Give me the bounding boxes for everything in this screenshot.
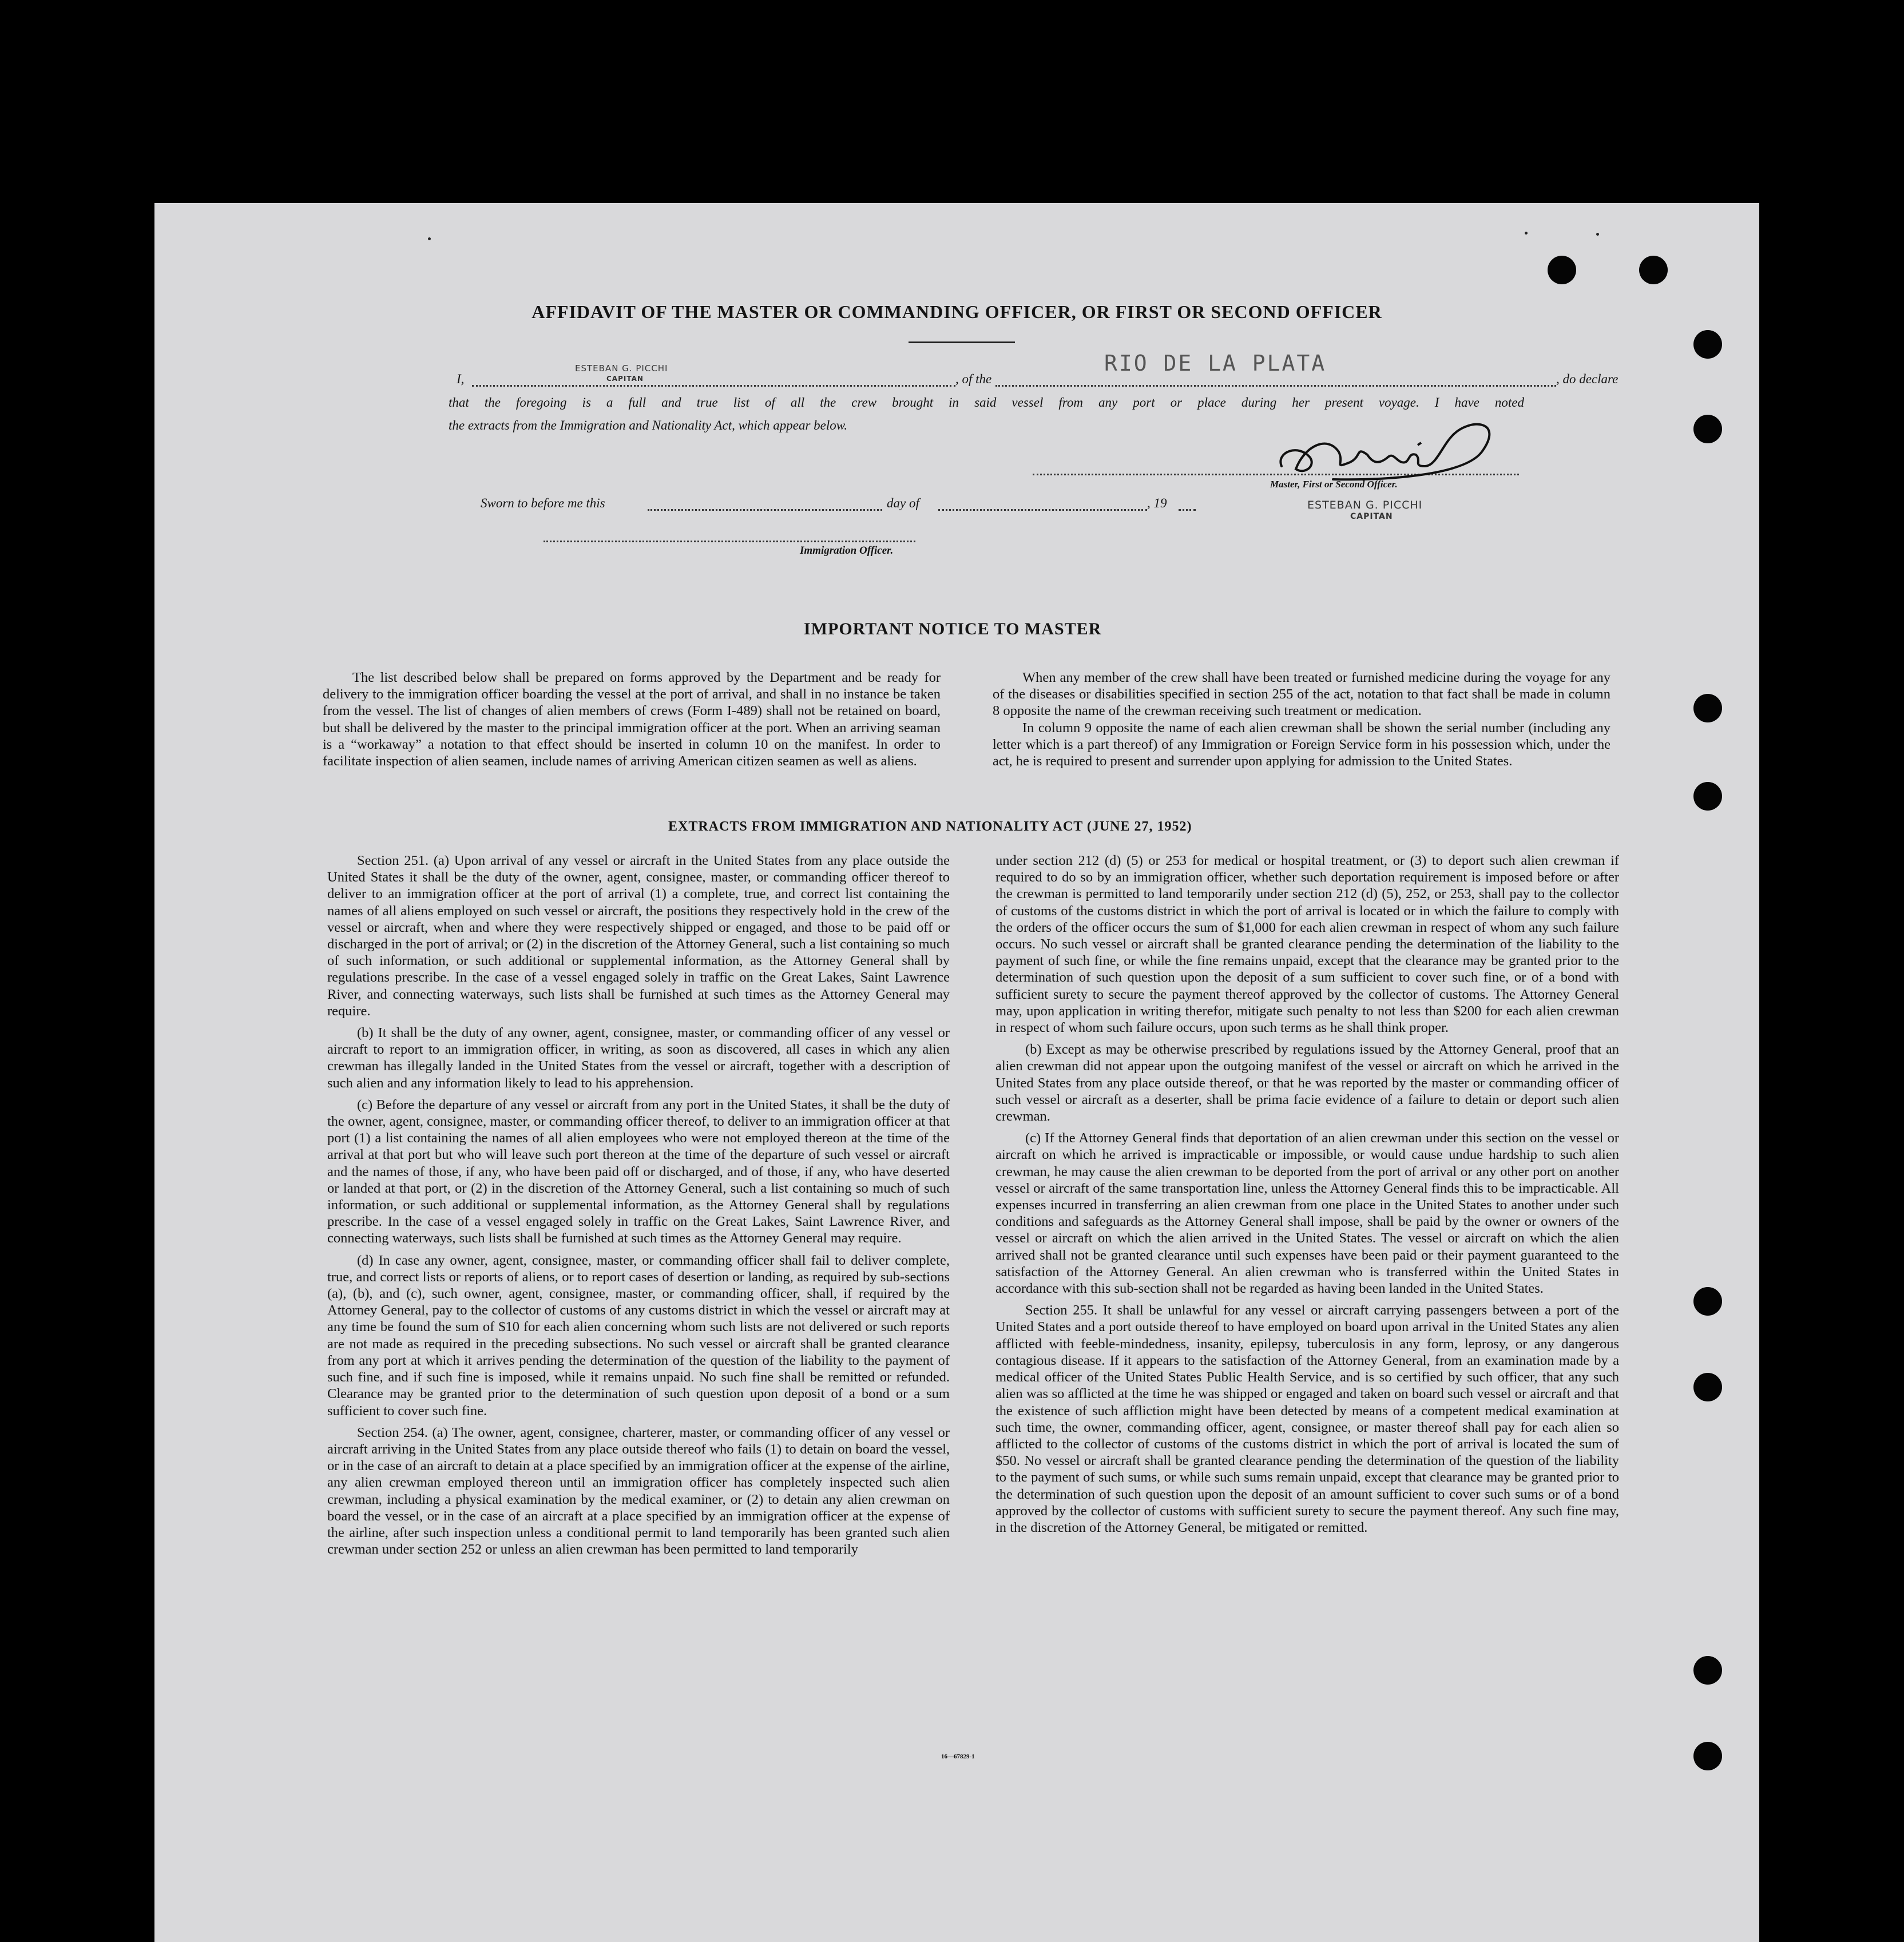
section-251b: (b) It shall be the duty of any owner, agent, consignee, master, or commanding officer of any vessel or aircraft to report to an immigration officer, in writing, as soon as discovered, all cases in which any alien crewman has illegally landed in the United States from the vessel or aircraft, together with a description of such alien and any information likely to lead to his apprehension.	[327, 1025, 950, 1091]
section-254a: Section 254. (a) The owner, agent, consignee, charterer, master, or commanding officer of any vessel or aircraft arriving in the United States from any place outside thereof who fails (1) to detain on board the vessel, or in the case of an aircraft to detain at a place specified by an immigration officer at the expense of the airline, any alien crewman employed thereon until an immigration officer has completely inspected such alien crewman, including a physical examination by the medical examiner, or (2) to detain any alien crewman on board the vessel, or in the case of an aircraft at a place specified by an immigration officer at the expense of the airline, after such inspection unless a conditional permit to land temporarily has been granted such alien crewman under section 252 or unless an alien crewman has been permitted to land temporarily	[327, 1424, 950, 1558]
punch-hole	[1693, 1656, 1722, 1685]
year-label: , 19	[1147, 496, 1167, 510]
declaration-line-2: the extracts from the Immigration and Nationality Act, which appear below.	[449, 418, 848, 432]
punch-hole	[1693, 415, 1722, 443]
section-254c: (c) If the Attorney General finds that deportation of an alien crewman under this section on the vessel or aircraft on which he arrived is impracticable or impossible, or would cause undue hardship to such alien crewman, he may cause the alien crewman to be deported from the port of arrival or any other port on another vessel or aircraft of the same transportation line, unless the Attorney General finds this to be impracticable. All expenses incurred in transferring an alien crewman from one place in the United States to another under such conditions and safeguards as the Attorney General shall impose, shall be paid by the owner or owners of the vessel or aircraft on which the alien arrived in the United States. The vessel or aircraft on which the alien arrived shall not be granted clearance until such expenses have been paid or their payment guaranteed to the satisfaction of the Attorney General. An alien crewman who is transferred within the United States in accordance with this sub-section shall not be regarded as having been landed in the United States.	[995, 1130, 1619, 1297]
master-name-line	[472, 385, 955, 387]
vessel-name: RIO DE LA PLATA	[1104, 351, 1327, 376]
sworn-year-line	[1179, 509, 1196, 511]
margin-mark	[1596, 233, 1599, 236]
notice-left-paragraph: The list described below shall be prepared on forms approved by the Department and be ready for delivery to the immigration officer boarding the vessel at the port of arrival, and shall in no instance be taken from the vessel. The list of changes of alien members of crews (Form I-489) shall not be retained on board, but shall be delivered by the master to the principal immigration officer at the port. When an arriving seaman is a “workaway” a notation to that effect should be inserted in column 10 on the manifest. In order to facilitate inspection of alien seamen, include names of arriving American citizen seamen as well as aliens.	[323, 670, 941, 769]
master-stamp-name: ESTEBAN G. PICCHI	[575, 363, 668, 374]
section-254a-continued: under section 212 (d) (5) or 253 for medical or hospital treatment, or (3) to deport such alien crewman if required to do so by an immigration officer, whether such deportation requirement is imposed before or after the crewman is permitted to land temporarily under section 212 (d) (5), 252, or 253, shall pay to the collector of customs of the customs district in which the port of arrival is located or in which the failure to comply with the orders of the officer occurs the sum of $1,000 for each alien crewman in respect of whom any such failure occurs. No such vessel or aircraft shall be granted clearance pending the determination of the liability to the payment of such fine, or while the fine remains unpaid, except that the clearance may be granted prior to the determination of such question upon the deposit of a sum sufficient to cover such fine, or of a bond with sufficient surety to secure the payment thereof approved by the collector of customs. The Attorney General may, upon application in writing therefor, mitigate such penalty to not less than $200 for each alien crewman in respect of whom such failure occurs, upon such terms as he shall think proper.	[995, 853, 1619, 1036]
extracts-right-column	[995, 852, 1619, 1541]
notice-left-column	[323, 669, 941, 775]
notice-right-paragraph-2: In column 9 opposite the name of each alien crewman shall be shown the serial number (including any letter which is a part thereof) of any Immigration or Foreign Service form in his possession which, under the act, he is required to present and surrender upon applying for admission to the United States.	[993, 720, 1611, 769]
section-251c: (c) Before the departure of any vessel or aircraft from any port in the United States, it shall be the duty of the owner, agent, consignee, master, or commanding officer thereof, to deliver to an immigration officer at that port (1) a list containing the names of all alien employees who were not employed thereon at the time of the arrival at that port but who will leave such port thereon at the time of the departure of such vessel or aircraft and the names of those, if any, who have been paid off or discharged, and of those, if any, who have deserted or landed at that port, or (2) in the discretion of the Attorney General, such a list containing so much of such information, or such additional or supplemental information, as the Attorney General shall by regulations prescribe. In the case of a vessel engaged solely in traffic on the Great Lakes, Saint Lawrence River, and connecting waterways, such lists shall be furnished at such times as the Attorney General may require.	[327, 1097, 950, 1246]
declaration-line-1: that the foregoing is a full and true list of all the crew brought in said vessel from any port or place during her present voyage. I have noted	[449, 395, 1524, 410]
punch-hole	[1693, 1373, 1722, 1401]
signature-stamp-name: ESTEBAN G. PICCHI	[1307, 499, 1423, 511]
master-stamp-title: CAPITAN	[606, 375, 644, 383]
extracts-title: EXTRACTS FROM IMMIGRATION AND NATIONALITY ACT (JUNE 27, 1952)	[668, 819, 1192, 834]
i-label: I,	[457, 372, 465, 386]
punch-hole	[1693, 1287, 1722, 1316]
notice-right-paragraph-1: When any member of the crew shall have been treated or furnished medicine during the voyage for any of the diseases or disabilities specified in section 255 of the act, notation to that fact shall be made in column 8 opposite the name of the crewman receiving such treatment or medication.	[993, 670, 1611, 719]
vessel-name-line	[995, 385, 1556, 387]
punch-hole	[1693, 782, 1722, 811]
section-254b: (b) Except as may be otherwise prescribed by regulations issued by the Attorney General, proof that an alien crewman did not appear upon the outgoing manifest of the vessel or aircraft on which he arrived in the United States from any place outside thereof, or that he was reported by the master or commanding officer of such vessel or aircraft as a deserter, shall be prima facie evidence of a failure to detain or deport such alien crewman.	[995, 1042, 1619, 1125]
section-251d: (d) In case any owner, agent, consignee, master, or commanding officer shall fail to deliver complete, true, and correct lists or reports of aliens, or to report cases of desertion or landing, as required by sub-sections (a), (b), and (c), such owner, agent, consignee, master, or commanding officer, shall, if required by the Attorney General, pay to the collector of customs of any customs district in which the vessel or aircraft may at any time be found the sum of $10 for each alien concerning whom such lists are not delivered or such reports are not made as required in the preceding subsections. No such vessel or aircraft shall be granted clearance from any port at which it arrives pending the determination of the question of the liability to the payment of such fine, and if such fine is imposed, while it remains unpaid. No such fine shall be remitted or refunded. Clearance may be granted prior to the determination of such question upon deposit of a bond or a sum sufficient to cover such fine.	[327, 1252, 950, 1419]
document-page	[154, 203, 1759, 1942]
day-of-label: day of	[887, 496, 919, 510]
immigration-officer-line	[544, 541, 915, 542]
extracts-left-column	[327, 852, 950, 1563]
punch-hole	[1639, 256, 1668, 284]
section-251a: Section 251. (a) Upon arrival of any vessel or aircraft in the United States from any place outside the United States it shall be the duty of the owner, agent, consignee, master, or commanding officer thereof to deliver to an immigration officer at the port of arrival (1) a complete, true, and correct list containing the names of all aliens employed on such vessel or aircraft, the positions they respectively hold in the crew of the vessel or aircraft, when and where they were respectively shipped or engaged, and those to be paid off or discharged in the port of arrival; or (2) in the discretion of the Attorney General, such a list containing so much of such information, or such additional or supplemental information, as the Attorney General shall by regulations prescribe. In the case of a vessel engaged solely in traffic on the Great Lakes, Saint Lawrence River, and connecting waterways, such lists shall be furnished at such times as the Attorney General may require.	[327, 853, 950, 1019]
punch-hole	[1693, 694, 1722, 722]
do-declare-label: , do declare	[1556, 372, 1619, 386]
title-rule	[909, 341, 1015, 343]
sworn-month-line	[938, 509, 1147, 511]
punch-hole	[1693, 330, 1722, 359]
form-number: 16—67829-1	[941, 1753, 975, 1760]
master-signature	[1264, 412, 1528, 486]
of-the-label: , of the	[955, 372, 992, 386]
affidavit-title: AFFIDAVIT OF THE MASTER OR COMMANDING OFFICER, OR FIRST OR SECOND OFFICER	[531, 301, 1382, 322]
sworn-day-line	[648, 509, 882, 511]
margin-mark	[428, 237, 431, 240]
signature-label: Master, First or Second Officer.	[1270, 479, 1398, 490]
sworn-label: Sworn to before me this	[481, 496, 605, 510]
punch-hole	[1548, 256, 1576, 284]
notice-title: IMPORTANT NOTICE TO MASTER	[804, 619, 1102, 638]
notice-right-column	[993, 669, 1611, 775]
immigration-officer-label: Immigration Officer.	[800, 545, 894, 557]
punch-hole	[1693, 1742, 1722, 1770]
section-255: Section 255. It shall be unlawful for any vessel or aircraft carrying passengers between a port of the United States and a port outside thereof to have employed on board upon arrival in the United States any alien afflicted with feeble-mindedness, insanity, epilepsy, tuberculosis in any form, leprosy, or any dangerous contagious disease. If it appears to the satisfaction of the Attorney General, from an examination made by a medical officer of the United States Public Health Service, and is so certified by such officer, that any such alien was so afflicted at the time he was shipped or engaged and taken on board such vessel or aircraft and that the existence of such affliction might have been detected by means of a competent medical examination at such time, the owner, commanding officer, agent, consignee, or master thereof shall pay for each alien so afflicted to the collector of customs of the customs district in which the port of arrival is located the sum of $50. No vessel or aircraft shall be granted clearance pending the determination of the question of the liability to the payment of such sums, or while such sums remain unpaid, except that clearance may be granted prior to the determination of such question upon the deposit of an amount sufficient to cover such sums or of a bond approved by the collector of customs with sufficient surety to secure the payment thereof. Any such fine may, in the discretion of the Attorney General, be mitigated or remitted.	[995, 1302, 1619, 1535]
signature-stamp-title: CAPITAN	[1350, 512, 1393, 521]
margin-mark	[1525, 232, 1528, 235]
